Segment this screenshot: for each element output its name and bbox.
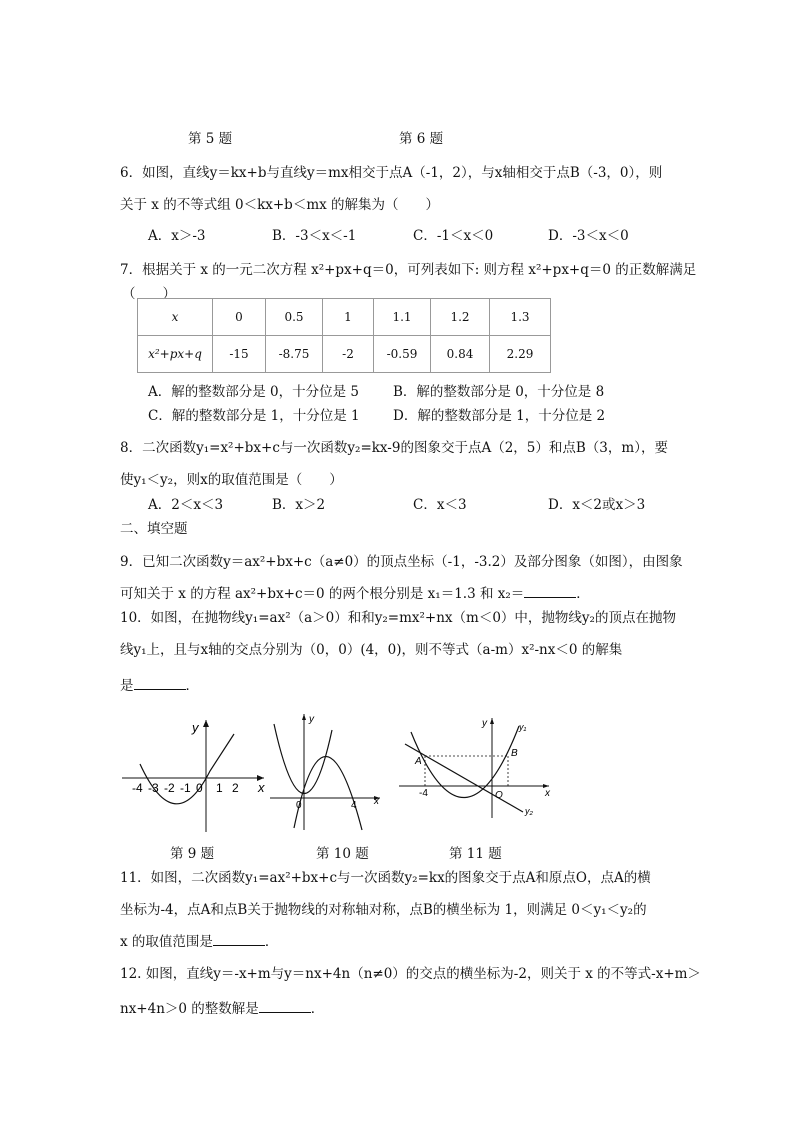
q10-line3: [120, 674, 199, 694]
q6-option-d: D．-3＜x＜0: [548, 228, 629, 244]
fig9-tick: -3: [148, 781, 159, 795]
table-cell: -0.59: [374, 336, 431, 373]
fig10-caption: 第 10 题: [316, 846, 369, 862]
fig9-tick: -4: [132, 781, 143, 795]
fig11-tick-label: -4: [419, 788, 428, 799]
q6-line1: 6．如图，直线y＝kx+b与直线y＝mx相交于点A（-1，2），与x轴相交于点B（-3，0），则: [120, 165, 663, 181]
q7-option-d: D．解的整数部分是 1，十分位是 2: [393, 408, 606, 424]
fig9-tick: 1: [216, 781, 223, 795]
fig11-origin-o: O: [495, 790, 503, 801]
fig10-parabola-y1: [274, 724, 332, 794]
fig9-y-arrow: [203, 720, 209, 727]
fig11-line-y2: [405, 744, 523, 812]
q12-line2-end: ．: [310, 1001, 325, 1017]
q11-line3-text: x 的取值范围是: [120, 934, 213, 950]
fig9-x-label: x: [258, 780, 265, 795]
fig11-label-y2: y₂: [525, 806, 533, 816]
table-cell: -2: [323, 336, 374, 373]
fig10-y-arrow: [302, 714, 306, 720]
q9-line2: [120, 582, 590, 602]
q12-line2: [120, 997, 324, 1017]
table-header-cell: 1: [323, 299, 374, 336]
q9-answer-blank[interactable]: [524, 585, 576, 598]
fig9-tick: -2: [164, 781, 175, 795]
q11-line3-end: ．: [264, 934, 279, 950]
table-header-cell: 0.5: [266, 299, 323, 336]
q10-line1: 10．如图，在抛物线y₁=ax²（a＞0）和和y₂=mx²+nx（m＜0）中，抛物线y₂的顶点在抛物: [120, 610, 676, 626]
q6-option-a: A．x＞-3: [148, 228, 206, 244]
q11-line2: 坐标为-4，点A和点B关于抛物线的对称轴对称，点B的横坐标为 1，则满足 0＜y₁＜y₂的: [120, 902, 647, 918]
section-heading: 二、填空题: [120, 521, 188, 537]
q8-line1: 8．二次函数y₁=x²+bx+c与一次函数y₂=kx-9的图象交于点A（2，5）和点B（3，m），要: [120, 440, 668, 456]
table-cell: 2.29: [490, 336, 551, 373]
fig9-caption: 第 9 题: [170, 846, 215, 862]
figure-9: [118, 716, 268, 836]
q11-line1: 11．如图，二次函数y₁=ax²+bx+c与一次函数y₂=kx的图象交于点A和原点O，点A的横: [120, 870, 651, 886]
q8-option-d: D．x＜2或x＞3: [548, 497, 646, 513]
fig11-y-arrow: [490, 718, 494, 724]
fig10-y-label: y: [309, 714, 314, 725]
fig10-origin-label: 0: [296, 800, 302, 811]
fig11-caption: 第 11 题: [449, 846, 502, 862]
figure-10: [266, 710, 386, 832]
fig9-tick: 2: [232, 781, 239, 795]
q6-line2: 关于 x 的不等式组 0＜kx+b＜mx 的解集为（ ）: [120, 197, 440, 213]
q8-option-c: C．x＜3: [413, 497, 467, 513]
fig11-y-label: y: [482, 718, 487, 729]
q7-option-b: B．解的整数部分是 0，十分位是 8: [393, 384, 605, 400]
q9-line2-text: 可知关于 x 的方程 ax²+bx+c＝0 的两个根分别是 x₁＝1.3 和 x₂＝: [120, 586, 525, 602]
q12-line2-text: nx+4n＞0 的整数解是: [120, 1001, 259, 1017]
table-header-cell: 0: [213, 299, 266, 336]
fig11-parabola-y1: [411, 726, 519, 798]
q9-line2-end: ．: [576, 586, 590, 602]
q7-line1: 7．根据关于 x 的一元二次方程 x²+px+q＝0，可列表如下: 则方程 x²+px+q＝0 的正数解满足: [120, 262, 697, 278]
q7-option-a: A．解的整数部分是 0，十分位是 5: [148, 384, 360, 400]
fig9-tick: -1: [180, 781, 191, 795]
q8-line2: 使y₁＜y₂，则x的取值范围是（ ）: [120, 472, 343, 488]
table-header-cell: x: [138, 299, 213, 336]
fig9-y-label: y: [192, 720, 199, 735]
q11-line3: [120, 930, 278, 950]
q10-answer-blank[interactable]: [134, 677, 186, 690]
q12-line1: 12. 如图，直线y＝-x+m与y＝nx+4n（n≠0）的交点的横坐标为-2，则关于 x 的不等式-x+m＞: [120, 966, 701, 982]
fig10-tick-label: 4: [351, 800, 357, 811]
fig10-x-label: x: [374, 796, 379, 807]
fig11-point-b: B: [511, 748, 518, 759]
value-table: [137, 298, 551, 373]
q7-option-c: C．解的整数部分是 1，十分位是 1: [148, 408, 360, 424]
q10-line2: 线y₁上，且与x轴的交点分别为（0，0）(4，0)，则不等式（a-m）x²-nx＜0 的解集: [120, 642, 623, 658]
fig6-caption: 第 6 题: [399, 131, 444, 147]
table-row-label: x²+px+q: [138, 336, 213, 373]
fig5-caption: 第 5 题: [188, 131, 233, 147]
q9-line1: 9．已知二次函数y＝ax²+bx+c（a≠0）的顶点坐标（-1，-3.2）及部分图象（如图），由图象: [120, 554, 683, 570]
table-cell: 0.84: [431, 336, 490, 373]
q10-line3-end: ．: [185, 678, 199, 694]
q11-answer-blank[interactable]: [213, 933, 265, 946]
q12-answer-blank[interactable]: [259, 1000, 311, 1013]
table-cell: -15: [213, 336, 266, 373]
q8-option-b: B．x＞2: [272, 497, 326, 513]
table-header-cell: 1.1: [374, 299, 431, 336]
fig11-label-y1: y₁: [519, 722, 527, 732]
q6-option-c: C．-1＜x＜0: [413, 228, 494, 244]
q6-option-b: B．-3＜x＜-1: [272, 228, 357, 244]
fig11-point-a: A: [415, 756, 422, 767]
q7-line2: （ ）: [122, 286, 176, 302]
fig11-x-label: x: [545, 788, 550, 799]
figure-11: [395, 714, 555, 822]
table-header-cell: 1.2: [431, 299, 490, 336]
table-cell: -8.75: [266, 336, 323, 373]
fig9-tick: 0: [196, 781, 203, 795]
table-header-cell: 1.3: [490, 299, 551, 336]
q8-option-a: A．2＜x＜3: [148, 497, 224, 513]
q10-line3-text: 是: [120, 678, 134, 694]
